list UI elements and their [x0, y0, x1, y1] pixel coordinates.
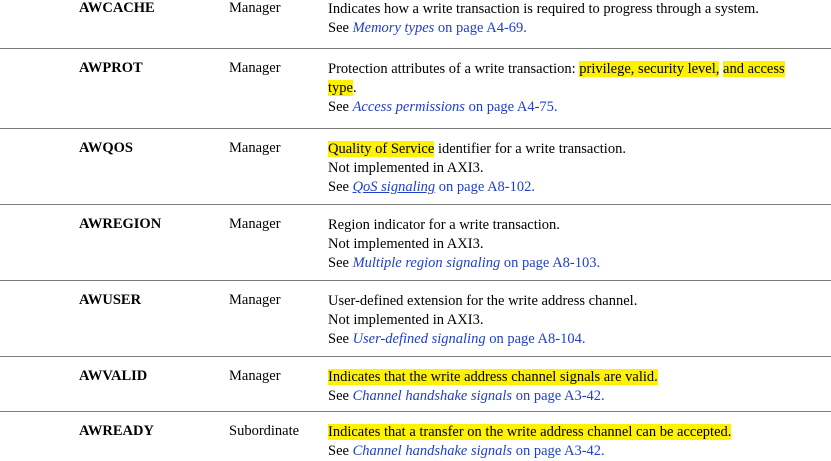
signal-description	[328, 60, 798, 117]
signal-description	[328, 292, 798, 349]
signal-name: AWREGION	[79, 216, 162, 232]
see-reference: See Multiple region signaling on page A8-103.	[328, 255, 601, 271]
signal-source: Manager	[229, 60, 281, 76]
description-line: Quality of Service identifier for a write transaction.	[328, 141, 626, 157]
signal-name: AWVALID	[79, 368, 148, 384]
reference-link[interactable]: Multiple region signaling	[352, 255, 501, 271]
reference-link[interactable]: User-defined signaling	[352, 331, 486, 347]
see-reference: See User-defined signaling on page A8-104.	[328, 331, 586, 347]
signal-name: AWQOS	[79, 140, 133, 156]
table-row	[0, 357, 831, 412]
description-line	[328, 423, 798, 442]
signal-name: AWREADY	[79, 423, 154, 439]
reference-page[interactable]: on page A4-75.	[464, 99, 558, 115]
signal-name: AWPROT	[79, 60, 143, 76]
description-line: Region indicator for a write transaction.	[328, 217, 560, 233]
signal-source: Manager	[229, 292, 281, 308]
see-reference: See Channel handshake signals on page A3-42.	[328, 443, 605, 459]
signal-source: Manager	[229, 216, 281, 232]
reference-page[interactable]: on page A8-102.	[435, 179, 536, 195]
signal-name: AWCACHE	[79, 0, 155, 16]
description-line: Not implemented in AXI3.	[328, 312, 484, 328]
signal-description	[328, 216, 798, 273]
table-row	[0, 129, 831, 205]
highlighted-text: and access type	[328, 61, 785, 96]
description-line: Not implemented in AXI3.	[328, 160, 484, 176]
signal-name: AWUSER	[79, 292, 142, 308]
signal-description	[328, 140, 798, 197]
highlighted-text: privilege, security level,	[579, 61, 720, 77]
see-reference: See Memory types on page A4-69.	[328, 20, 527, 36]
signal-source: Subordinate	[229, 423, 300, 439]
reference-page[interactable]: on page A8-104.	[485, 331, 586, 347]
reference-page[interactable]: on page A3-42.	[512, 443, 605, 459]
table-row	[0, 0, 831, 49]
table-row	[0, 281, 831, 357]
reference-link[interactable]: Channel handshake signals	[352, 388, 513, 404]
highlighted-text: Quality of Service	[328, 141, 435, 157]
signal-description	[328, 368, 798, 406]
description-line: Not implemented in AXI3.	[328, 236, 484, 252]
reference-page[interactable]: on page A8-103.	[500, 255, 601, 271]
description-line	[328, 368, 798, 387]
table-row	[0, 49, 831, 129]
reference-page[interactable]: on page A4-69.	[434, 20, 527, 36]
description-line: Protection attributes of a write transaction: privilege, security level, and access type.	[328, 61, 785, 96]
reference-link[interactable]: Channel handshake signals	[352, 443, 513, 459]
reference-link[interactable]: Access permissions	[352, 99, 465, 115]
highlighted-text: Indicates that a transfer on the write address channel can be accepted.	[328, 424, 732, 440]
table-row	[0, 205, 831, 281]
signal-source: Manager	[229, 140, 281, 156]
description-line: Indicates how a write transaction is required to progress through a system.	[328, 1, 759, 17]
reference-link[interactable]: Memory types	[352, 20, 435, 36]
signal-description	[328, 423, 798, 461]
signal-source: Manager	[229, 0, 281, 16]
highlighted-text: Indicates that the write address channel signals are valid.	[328, 369, 658, 385]
see-reference: See Channel handshake signals on page A3-42.	[328, 388, 605, 404]
signal-source: Manager	[229, 368, 281, 384]
reference-page[interactable]: on page A3-42.	[512, 388, 605, 404]
see-reference: See QoS signaling on page A8-102.	[328, 179, 536, 195]
signal-description	[328, 0, 798, 38]
see-reference: See Access permissions on page A4-75.	[328, 99, 558, 115]
description-line: User-defined extension for the write address channel.	[328, 293, 638, 309]
reference-link[interactable]: QoS signaling	[352, 179, 436, 195]
table-row	[0, 412, 831, 459]
